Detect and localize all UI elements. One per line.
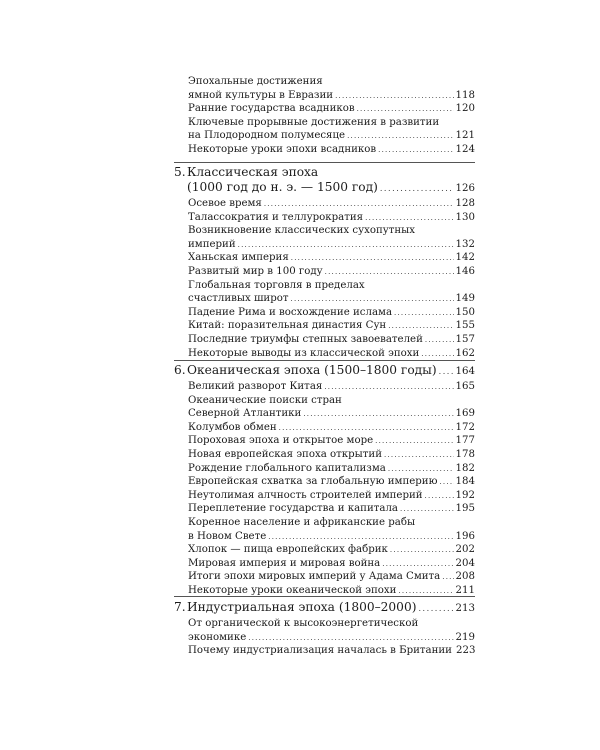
page-number: 196 <box>455 530 475 542</box>
dot-leader <box>384 448 454 463</box>
toc-entry-title: Северной Атлантики <box>188 408 302 420</box>
toc-entry-title: Возникновение классических сухопутных <box>188 225 416 237</box>
chapter-title: Классическая эпоха <box>187 165 319 179</box>
page-number: 118 <box>455 89 475 101</box>
toc-entry-title: Эпохальные достижения <box>188 76 323 87</box>
chapter-heading <box>174 363 475 378</box>
toc-entry-title: Падение Рима и восхождение ислама <box>188 306 393 318</box>
page-number: 211 <box>455 585 475 596</box>
dot-leader <box>382 557 453 572</box>
toc-entry-title: Мировая империя и мировая война <box>188 557 381 569</box>
chapter-heading <box>174 165 475 195</box>
page-number: 126 <box>455 183 475 194</box>
toc-entry-title: Новая европейская эпоха открытий <box>188 449 383 460</box>
toc-entry-title: Океанические поиски стран <box>188 394 342 406</box>
dot-leader <box>375 434 453 449</box>
dot-leader <box>439 363 454 379</box>
chapter-number: 7. <box>174 600 186 614</box>
page-number: 142 <box>455 252 475 264</box>
page-number: 128 <box>455 198 475 209</box>
toc-entry <box>188 306 475 320</box>
toc-entry <box>188 617 475 644</box>
page-number: 120 <box>455 103 475 115</box>
page-number: 155 <box>455 320 475 332</box>
dot-leader <box>291 292 454 307</box>
toc-entry <box>188 543 475 557</box>
page-number: 204 <box>455 557 475 569</box>
toc-entry-title: Колумбов обмен <box>188 421 277 433</box>
toc-entry-title: Последние триумфы степных завоевателей <box>188 334 423 345</box>
toc-entry <box>188 502 475 516</box>
page-number: 219 <box>455 631 475 643</box>
toc-entry-title: Ключевые прорывные достижения в развитии <box>188 116 440 128</box>
toc-entry-title: Ранние государства всадников <box>188 103 355 115</box>
dot-leader <box>439 475 453 490</box>
dot-leader <box>238 238 454 253</box>
dot-leader <box>425 333 454 348</box>
dot-leader <box>388 319 453 334</box>
page-number: 165 <box>455 381 475 392</box>
toc-entry <box>188 489 475 503</box>
toc-entry-title: Пороховая эпоха и открытое море <box>188 435 374 447</box>
toc-entry <box>188 347 475 361</box>
toc-entry <box>188 197 475 211</box>
page-number: 195 <box>455 503 475 515</box>
chapter-title: Индустриальная эпоха (1800–2000) <box>187 600 417 614</box>
toc-entry <box>188 116 475 143</box>
chapter-number: 6. <box>174 363 186 377</box>
toc-entry-title: Коренное население и африканские рабы <box>188 517 416 528</box>
page-number: 150 <box>455 306 475 318</box>
dot-leader <box>248 631 453 646</box>
toc-entry-title: Развитый мир в 100 году <box>188 266 323 277</box>
dot-leader <box>303 407 453 422</box>
page-number: 213 <box>455 603 475 614</box>
chapter-title: Океаническая эпоха (1500–1800 годы) <box>187 363 437 377</box>
toc-entry <box>188 75 475 102</box>
toc-entry-title: От органической к высокоэнергетической <box>188 618 419 629</box>
chapter-divider <box>174 162 475 163</box>
dot-leader <box>325 265 454 280</box>
page-number: 124 <box>455 144 475 155</box>
page-number: 132 <box>455 238 475 250</box>
toc-entry-title: Некоторые уроки эпохи всадников <box>188 144 377 155</box>
toc-entry-title: Китай: поразительная династия Сун <box>188 320 387 332</box>
page-number: 130 <box>455 211 475 223</box>
toc-entry <box>188 224 475 251</box>
chapter-title: (1000 год до н. э. — 1500 год) <box>187 180 378 194</box>
page-number: 178 <box>455 449 475 460</box>
toc-entry-title: Неутолимая алчность строителей империй <box>188 489 423 501</box>
page-number: 202 <box>455 544 475 556</box>
toc-entry <box>188 448 475 462</box>
dot-leader <box>335 89 453 104</box>
chapter-heading <box>174 600 475 615</box>
page-number: 164 <box>455 366 475 377</box>
toc-entry <box>188 557 475 571</box>
dot-leader <box>388 462 454 477</box>
page-number: 177 <box>455 435 475 447</box>
dot-leader <box>400 502 454 517</box>
toc-entry-title: Ханьская империя <box>188 252 289 264</box>
toc-entry <box>188 462 475 476</box>
dot-leader <box>347 129 453 144</box>
page-number: 162 <box>455 347 475 359</box>
toc-entry-title: Итоги эпохи мировых империй у Адама Смита <box>188 571 441 583</box>
toc-entry <box>188 434 475 448</box>
page-number: 146 <box>455 266 475 277</box>
page-number: 149 <box>455 293 475 305</box>
toc-entry <box>188 475 475 489</box>
chapter-number: 5. <box>174 165 186 179</box>
dot-leader <box>390 543 454 558</box>
toc-entry-title: Талассократия и теллурократия <box>188 211 364 223</box>
dot-leader <box>421 347 453 362</box>
toc-entry <box>188 251 475 265</box>
dot-leader <box>378 143 453 158</box>
chapter-divider <box>174 360 475 361</box>
dot-leader <box>394 306 454 321</box>
page-number: 157 <box>455 334 475 345</box>
toc-entry-title: ямной культуры в Евразии <box>188 89 334 101</box>
toc-entry-title: Некоторые уроки океанической эпохи <box>188 585 397 596</box>
toc-entry <box>188 211 475 225</box>
page-number: 182 <box>455 462 475 474</box>
page-number: 192 <box>455 489 475 501</box>
toc-entry-title: счастливых широт <box>188 293 289 305</box>
dot-leader <box>268 530 453 545</box>
toc-entry-title: Великий разворот Китая <box>188 381 323 392</box>
dot-leader <box>324 380 453 395</box>
toc-entry-title: Почему индустриализация началась в Британии <box>188 645 452 657</box>
dot-leader <box>264 197 454 212</box>
toc-entry <box>188 265 475 279</box>
toc-entry-title: империй <box>188 238 236 250</box>
chapter-divider <box>174 596 475 597</box>
toc-entry-title: Осевое время <box>188 198 262 209</box>
toc-entry-title: в Новом Свете <box>188 530 267 542</box>
dot-leader <box>279 421 454 436</box>
dot-leader <box>291 251 454 266</box>
dot-leader <box>442 570 453 585</box>
page-number: 208 <box>455 571 475 583</box>
toc-entry-title: Хлопок — пища европейских фабрик <box>188 544 388 556</box>
dot-leader <box>425 489 454 504</box>
toc-entry <box>188 644 475 658</box>
dot-leader <box>357 102 454 117</box>
page-number: 172 <box>455 421 475 433</box>
toc-entry <box>188 333 475 347</box>
toc-entry <box>188 143 475 157</box>
toc-entry <box>188 570 475 584</box>
dot-leader <box>365 211 453 226</box>
dot-leader <box>380 180 454 196</box>
page-number: 121 <box>455 130 475 142</box>
toc-entry-title: на Плодородном полумесяце <box>188 130 346 142</box>
toc-entry <box>188 380 475 394</box>
toc-entry <box>188 394 475 421</box>
dot-leader <box>418 600 453 616</box>
page-number: 184 <box>455 476 475 488</box>
toc-entry-title: экономике <box>188 631 247 643</box>
toc-entry <box>188 319 475 333</box>
page-number: 169 <box>455 408 475 420</box>
toc-entry-title: Европейская схватка за глобальную империю <box>188 476 438 488</box>
toc-entry <box>188 516 475 543</box>
toc-entry-title: Некоторые выводы из классической эпохи <box>188 347 420 359</box>
toc-entry-title: Переплетение государства и капитала <box>188 503 398 515</box>
toc-entry <box>188 421 475 435</box>
toc-entry-title: Глобальная торговля в пределах <box>188 279 365 291</box>
toc-entry <box>188 102 475 116</box>
toc-entry-title: Рождение глобального капитализма <box>188 462 386 474</box>
page-number: 223 <box>455 645 476 657</box>
toc-entry <box>188 279 475 306</box>
